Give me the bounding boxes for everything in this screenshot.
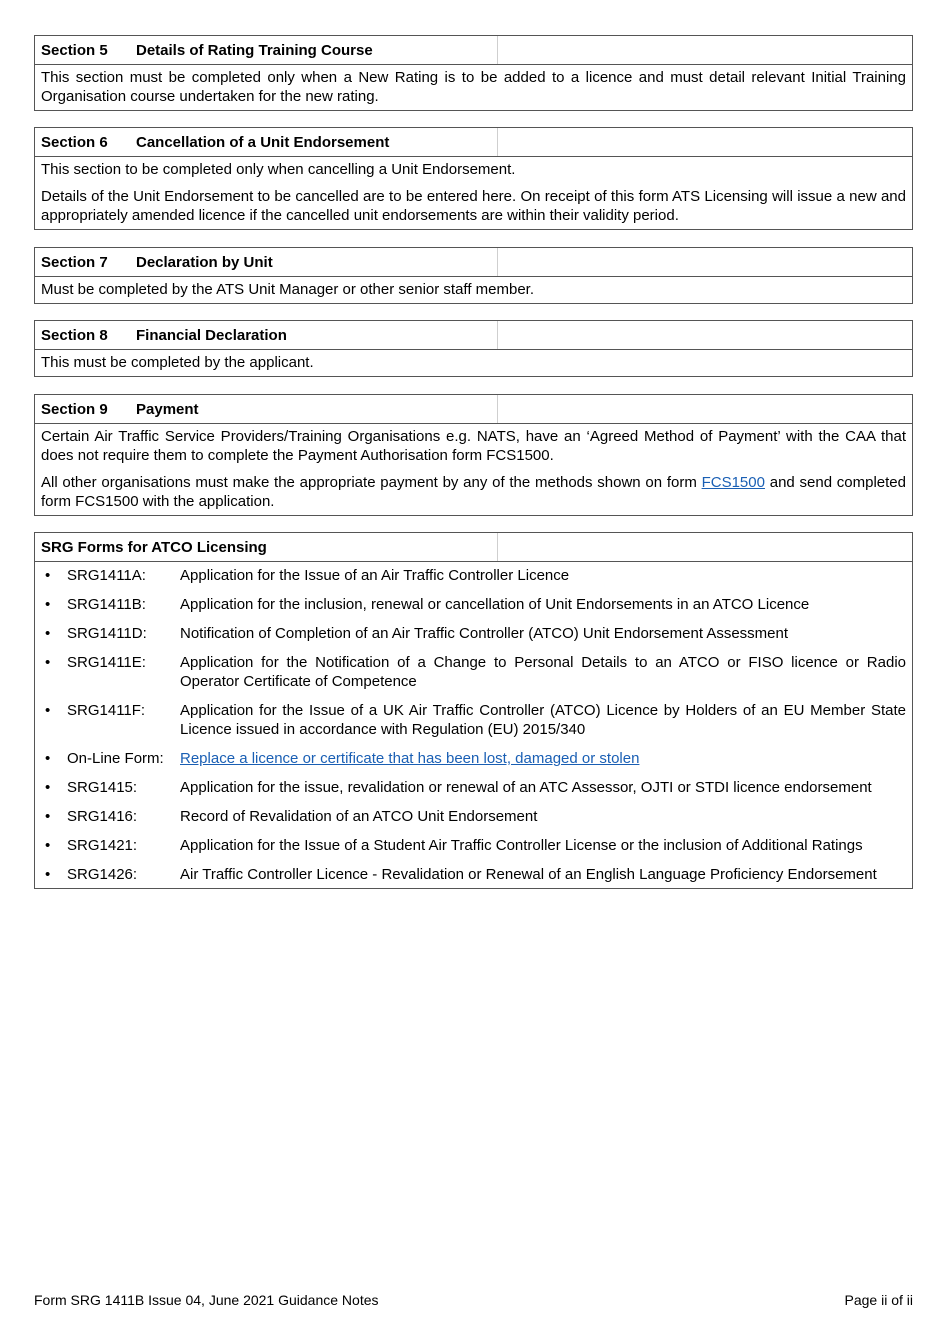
- section-5-title: Details of Rating Training Course: [136, 42, 373, 59]
- section-6-title: Cancellation of a Unit Endorsement: [136, 134, 390, 151]
- form-description: Application for the inclusion, renewal or cancellation of Unit Endorsements in an ATCO Licence: [180, 596, 810, 613]
- form-code: SRG1411A:: [67, 567, 146, 584]
- form-code: SRG1411E:: [67, 654, 146, 671]
- bullet-icon: •: [45, 567, 51, 584]
- form-code: SRG1415:: [67, 779, 138, 796]
- section-8-body: [35, 350, 912, 376]
- bullet-icon: •: [45, 808, 51, 825]
- footer-page-number: Page ii of ii: [844, 1292, 913, 1308]
- footer-form-reference: Form SRG 1411B Issue 04, June 2021 Guidance Notes: [34, 1292, 379, 1308]
- section-6-box: [34, 127, 913, 230]
- srg-forms-title: SRG Forms for ATCO Licensing: [41, 539, 267, 556]
- bullet-icon: •: [45, 866, 51, 883]
- section-8-title: Financial Declaration: [136, 327, 287, 344]
- list-item: [41, 595, 906, 614]
- section-8-header: [35, 321, 912, 350]
- section-7-header: [35, 248, 912, 277]
- section-9-paragraph-1: Certain Air Traffic Service Providers/Training Organisations e.g. NATS, have an ‘Agreed Method of Payment’ with the CAA that does not require them to complete the Payment Authorisation form FCS1500.: [41, 428, 906, 464]
- srg-forms-box: [34, 532, 913, 889]
- bullet-icon: •: [45, 702, 51, 719]
- form-code: SRG1411F:: [67, 702, 146, 719]
- section-8-number: Section 8: [41, 327, 108, 344]
- form-code: On-Line Form:: [67, 750, 164, 767]
- list-item: [41, 566, 906, 585]
- srg-forms-list: [35, 562, 912, 888]
- section-5-body: [35, 65, 912, 110]
- payment-text-before: All other organisations must make the appropriate payment by any of the methods shown on form: [41, 474, 702, 491]
- form-description: Application for the Notification of a Change to Personal Details to an ATCO or FISO licence or Radio Operator Certificate of Competence: [180, 654, 906, 690]
- section-7-body: [35, 277, 912, 303]
- form-description: Application for the issue, revalidation or renewal of an ATC Assessor, OJTI or STDI licence endorsement: [180, 779, 872, 796]
- list-item: [41, 778, 906, 797]
- srg-forms-header: [35, 533, 912, 562]
- list-item: [41, 807, 906, 826]
- page-footer: [34, 1292, 913, 1308]
- form-description: Air Traffic Controller Licence - Revalidation or Renewal of an English Language Proficiency Endorsement: [180, 866, 877, 883]
- section-9-box: [34, 394, 913, 516]
- section-8-box: [34, 320, 913, 377]
- bullet-icon: •: [45, 779, 51, 796]
- section-7-number: Section 7: [41, 254, 108, 271]
- list-item: [41, 749, 906, 768]
- online-form-link[interactable]: Replace a licence or certificate that has been lost, damaged or stolen: [180, 750, 640, 767]
- list-item: [41, 836, 906, 855]
- fcs1500-link[interactable]: FCS1500: [701, 474, 765, 491]
- section-9-paragraph-2: [41, 473, 906, 511]
- section-6-paragraph-1: This section to be completed only when cancelling a Unit Endorsement.: [41, 161, 516, 178]
- section-9-number: Section 9: [41, 401, 108, 418]
- form-description: Notification of Completion of an Air Traffic Controller (ATCO) Unit Endorsement Assessment: [180, 625, 789, 642]
- form-description: Application for the Issue of a UK Air Traffic Controller (ATCO) Licence by Holders of an EU Member State Licence issued in accordance with Regulation (EU) 2015/340: [180, 702, 906, 738]
- form-code: SRG1411B:: [67, 596, 146, 613]
- section-6-number: Section 6: [41, 134, 108, 151]
- list-item: [41, 624, 906, 643]
- bullet-icon: •: [45, 596, 51, 613]
- list-item: [41, 865, 906, 884]
- section-9-header: [35, 395, 912, 424]
- section-6-header: [35, 128, 912, 157]
- form-code: SRG1416:: [67, 808, 138, 825]
- section-7-paragraph: Must be completed by the ATS Unit Manager or other senior staff member.: [41, 281, 535, 298]
- section-6-body: [35, 157, 912, 229]
- section-5-number: Section 5: [41, 42, 108, 59]
- bullet-icon: •: [45, 750, 51, 767]
- form-code: SRG1421:: [67, 837, 138, 854]
- list-item: [41, 701, 906, 739]
- form-description: Record of Revalidation of an ATCO Unit Endorsement: [180, 808, 538, 825]
- section-9-title: Payment: [136, 401, 199, 418]
- form-description: Application for the Issue of a Student Air Traffic Controller License or the inclusion of Additional Ratings: [180, 837, 863, 854]
- section-7-title: Declaration by Unit: [136, 254, 273, 271]
- bullet-icon: •: [45, 654, 51, 671]
- payment-text-after: and send completed form FCS1500 with the application.: [41, 474, 906, 510]
- form-code: SRG1411D:: [67, 625, 147, 642]
- form-code: SRG1426:: [67, 866, 138, 883]
- bullet-icon: •: [45, 625, 51, 642]
- list-item: [41, 653, 906, 691]
- form-description: Application for the Issue of an Air Traffic Controller Licence: [180, 567, 570, 584]
- section-5-box: [34, 35, 913, 111]
- section-6-paragraph-2: Details of the Unit Endorsement to be cancelled are to be entered here. On receipt of this form ATS Licensing will issue a new and appropriately amended licence if the cancelled unit endorsements are within their validity period.: [41, 188, 906, 224]
- section-7-box: [34, 247, 913, 304]
- section-5-paragraph: This section must be completed only when a New Rating is to be added to a licence and must detail relevant Initial Training Organisation course undertaken for the new rating.: [41, 69, 906, 105]
- bullet-icon: •: [45, 837, 51, 854]
- section-8-paragraph: This must be completed by the applicant.: [41, 354, 314, 371]
- section-9-body: [35, 424, 912, 515]
- section-5-header: [35, 36, 912, 65]
